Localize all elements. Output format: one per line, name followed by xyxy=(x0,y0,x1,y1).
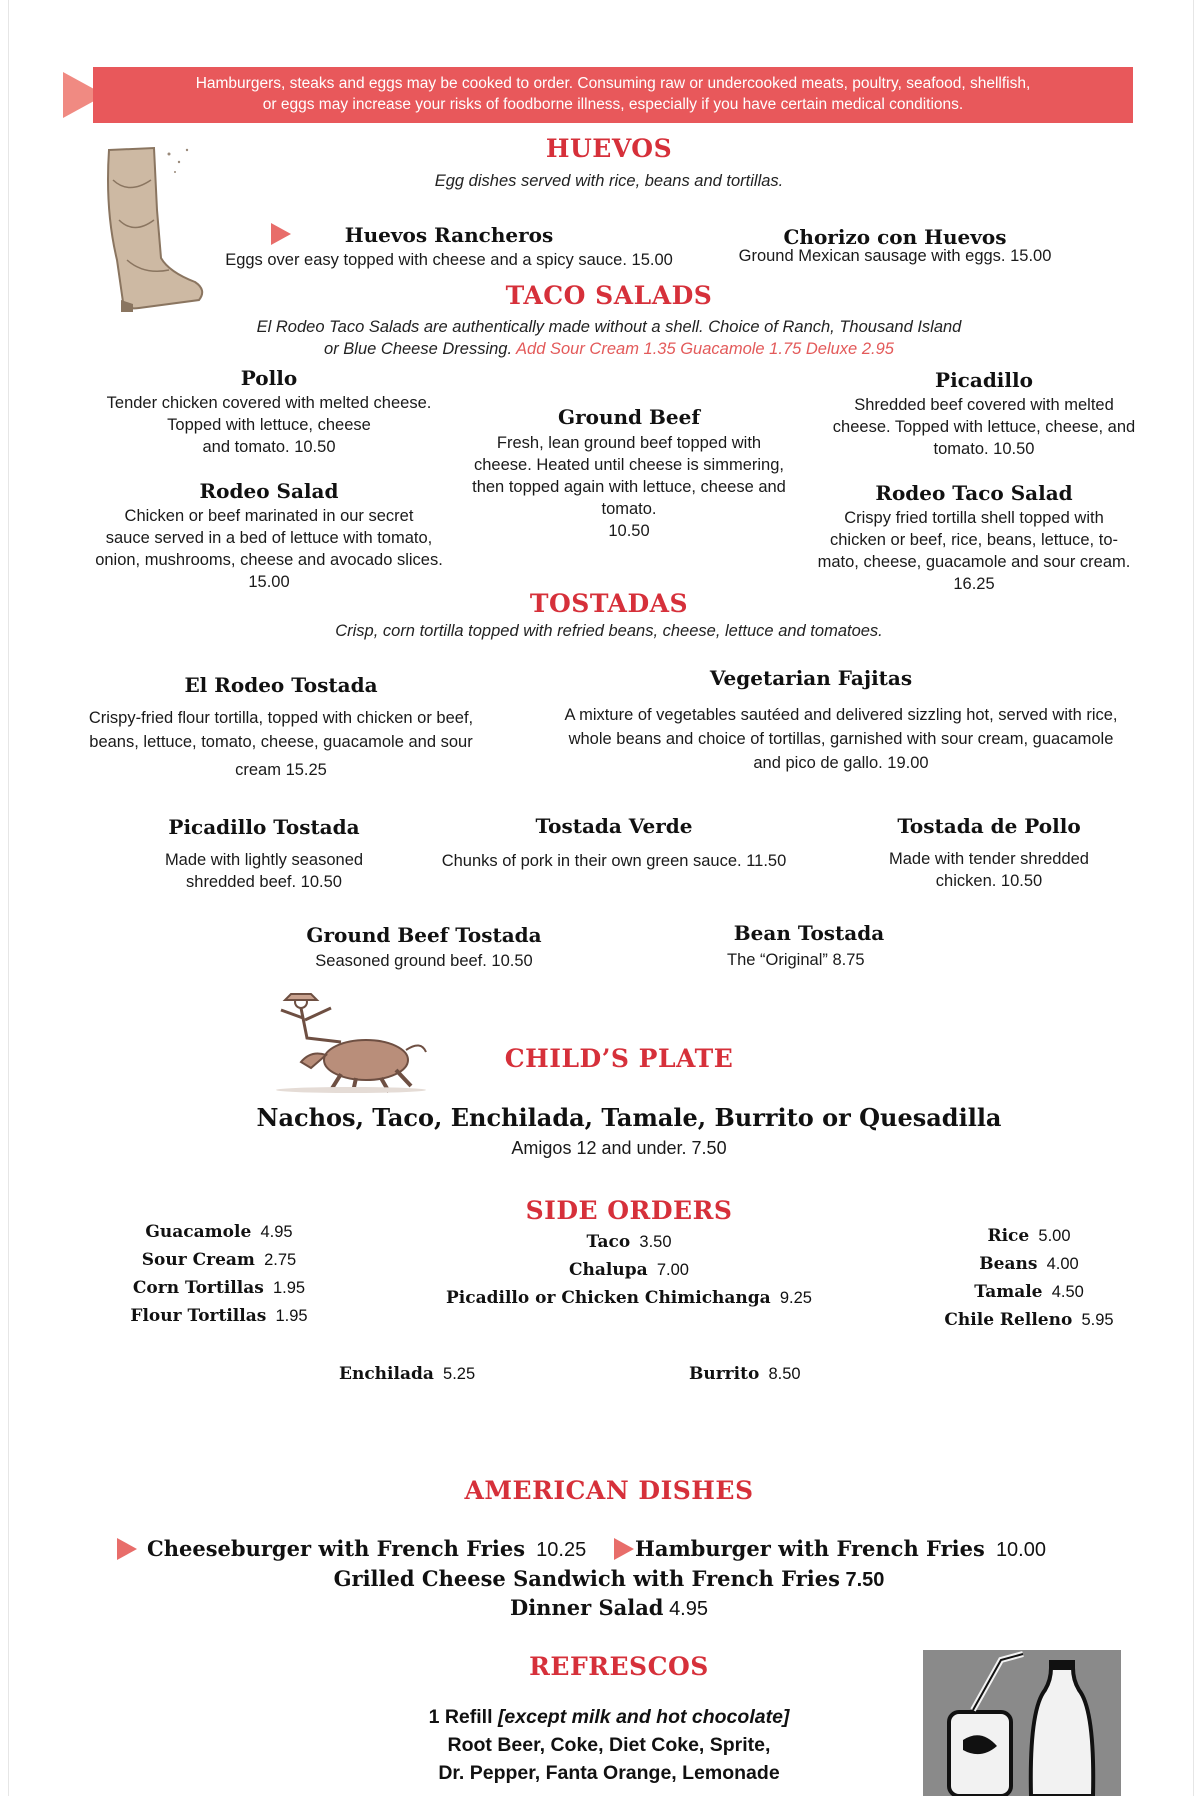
pollo-desc-line: Topped with lettuce, cheese xyxy=(167,416,371,434)
hamburger-item xyxy=(635,1536,1046,1562)
side-item-price: 2.75 xyxy=(264,1251,297,1269)
tostada-verde-desc: Chunks of pork in their own green sauce. 11.50 xyxy=(441,852,787,870)
picadillo-tostada-name: Picadillo Tostada xyxy=(168,815,360,839)
side-orders-right-column xyxy=(909,1222,1149,1334)
side-item-name: Burrito xyxy=(689,1364,760,1384)
rodeo-taco-salad-desc-line: 16.25 xyxy=(953,575,995,593)
rodeo-salad-desc xyxy=(59,505,479,593)
refill-label: 1 Refill xyxy=(428,1706,493,1728)
side-item-price: 4.50 xyxy=(1051,1283,1084,1301)
pollo-desc-line: Tender chicken covered with melted cheese. xyxy=(106,394,432,412)
picadillo-tostada-desc-line: shredded beef. 10.50 xyxy=(186,873,342,891)
picadillo-desc-line: tomato. 10.50 xyxy=(933,440,1035,458)
ground-beef-desc-line: tomato. xyxy=(601,500,657,518)
hamburger-price: 10.00 xyxy=(995,1539,1046,1561)
ground-beef-desc-line: cheese. Heated until cheese is simmering, xyxy=(474,456,784,474)
rodeo-salad-desc-line: 15.00 xyxy=(248,573,290,591)
side-item xyxy=(909,1306,1149,1334)
el-rodeo-tostada-desc-line: cream 15.25 xyxy=(235,761,327,779)
tostadas-subtitle: Crisp, corn tortilla topped with refried beans, cheese, lettuce and tomatoes. xyxy=(335,622,883,640)
picadillo-desc xyxy=(784,394,1184,460)
grilled-cheese-price: 7.50 xyxy=(845,1569,885,1591)
el-rodeo-tostada-desc-line: Crispy-fried flour tortilla, topped with chicken or beef, xyxy=(88,709,474,727)
side-item-price: 5.25 xyxy=(443,1365,476,1383)
side-orders-middle-column xyxy=(409,1228,849,1312)
bean-tostada-desc: The “Original” 8.75 xyxy=(727,951,865,969)
side-item-name: Beans xyxy=(979,1254,1038,1274)
grilled-cheese-item xyxy=(209,1566,1009,1592)
refill-line xyxy=(329,1703,889,1731)
ground-beef-desc-line: then topped again with lettuce, cheese and xyxy=(472,478,786,496)
huevos-rancheros-name: Huevos Rancheros xyxy=(344,223,554,247)
ground-beef-desc-line: Fresh, lean ground beef topped with xyxy=(496,434,762,452)
pollo-desc xyxy=(69,392,469,458)
picadillo-desc-line: cheese. Topped with lettuce, cheese, and xyxy=(832,418,1136,436)
refrescos-title: REFRESCOS xyxy=(529,1652,709,1681)
taco-salads-title: TACO SALADS xyxy=(505,281,713,310)
chorizo-con-huevos-name: Chorizo con Huevos xyxy=(783,225,1007,249)
rodeo-taco-salad-name: Rodeo Taco Salad xyxy=(875,481,1073,505)
ground-beef-tostada-name: Ground Beef Tostada xyxy=(306,923,542,947)
picadillo-desc-line: Shredded beef covered with melted xyxy=(854,396,1114,414)
side-item-name: Chalupa xyxy=(569,1260,648,1280)
side-item-burrito xyxy=(689,1360,801,1388)
menu-page xyxy=(8,0,1194,1796)
el-rodeo-tostada-desc xyxy=(51,706,511,782)
ground-beef-tostada-desc: Seasoned ground beef. 10.50 xyxy=(315,952,533,970)
vegetarian-fajitas-desc-line: whole beans and choice of tortillas, garnished with sour cream, guacamole xyxy=(568,730,1114,748)
cowboy-riding-bull-icon xyxy=(271,990,431,1095)
side-item xyxy=(409,1256,849,1284)
side-item-price: 8.50 xyxy=(768,1365,801,1383)
side-item-name: Guacamole xyxy=(145,1222,252,1242)
side-item-price: 7.00 xyxy=(656,1261,689,1279)
soda-drinks-icon xyxy=(923,1650,1121,1796)
dinner-salad-name: Dinner Salad xyxy=(509,1595,664,1620)
drinks-line: Dr. Pepper, Fanta Orange, Lemonade xyxy=(438,1762,780,1784)
side-item xyxy=(409,1284,849,1312)
vegetarian-fajitas-desc-line: A mixture of vegetables sautéed and delivered sizzling hot, served with rice, xyxy=(564,706,1118,724)
side-item-name: Sour Cream xyxy=(141,1250,255,1270)
tostada-verde-name: Tostada Verde xyxy=(535,814,693,838)
taco-salads-subtitle-1: El Rodeo Taco Salads are authentically made without a shell. Choice of Ranch, Thousand Island xyxy=(256,318,962,336)
ground-beef-name: Ground Beef xyxy=(558,405,700,429)
rodeo-salad-name: Rodeo Salad xyxy=(199,479,339,503)
tostada-de-pollo-desc-line: Made with tender shredded xyxy=(889,850,1089,868)
el-rodeo-tostada-desc-line: beans, lettuce, tomato, cheese, guacamole and sour xyxy=(89,733,473,751)
huevos-rancheros-desc: Eggs over easy topped with cheese and a spicy sauce. 15.00 xyxy=(225,251,673,269)
side-item xyxy=(909,1222,1149,1250)
taco-salads-addons: Add Sour Cream 1.35 Guacamole 1.75 Deluxe 2.95 xyxy=(516,340,894,358)
picadillo-tostada-desc-line: Made with lightly seasoned xyxy=(164,851,364,869)
bean-tostada-name: Bean Tostada xyxy=(733,921,885,945)
picadillo-tostada-desc xyxy=(109,849,419,893)
huevos-subtitle: Egg dishes served with rice, beans and tortillas. xyxy=(434,172,784,190)
side-item-price: 1.95 xyxy=(272,1279,306,1297)
childs-plate-title: CHILD’S PLATE xyxy=(504,1044,734,1073)
ground-beef-desc-line: 10.50 xyxy=(608,522,650,540)
pollo-name: Pollo xyxy=(240,366,298,390)
side-item-price: 5.95 xyxy=(1081,1311,1114,1329)
grilled-cheese-name: Grilled Cheese Sandwich with French Fries xyxy=(333,1566,840,1591)
side-item-name: Chile Relleno xyxy=(944,1310,1073,1330)
side-item-price: 4.00 xyxy=(1046,1255,1079,1273)
childs-plate-note: Amigos 12 and under. 7.50 xyxy=(511,1138,727,1158)
side-orders-left-column xyxy=(99,1218,339,1330)
arrow-triangle-icon xyxy=(117,1538,137,1560)
rodeo-salad-desc-line: sauce served in a bed of lettuce with tomato, xyxy=(105,529,433,547)
huevos-title: HUEVOS xyxy=(545,134,673,163)
side-item-enchilada xyxy=(339,1360,475,1388)
vegetarian-fajitas-name: Vegetarian Fajitas xyxy=(709,666,913,690)
side-item xyxy=(99,1274,339,1302)
side-item-price: 4.95 xyxy=(260,1223,293,1241)
tostada-de-pollo-desc-line: chicken. 10.50 xyxy=(935,872,1043,890)
side-item-price: 3.50 xyxy=(639,1233,672,1251)
side-item xyxy=(99,1302,339,1330)
side-item xyxy=(99,1246,339,1274)
side-item-name: Enchilada xyxy=(339,1364,434,1384)
rodeo-taco-salad-desc xyxy=(774,507,1174,595)
food-safety-notice xyxy=(93,67,1133,123)
chorizo-con-huevos-desc: Ground Mexican sausage with eggs. 15.00 xyxy=(738,247,1052,265)
side-item-price: 1.95 xyxy=(275,1307,308,1325)
rodeo-taco-salad-desc-line: Crispy fried tortilla shell topped with xyxy=(844,509,1104,527)
picadillo-name: Picadillo xyxy=(935,368,1033,392)
side-item xyxy=(99,1218,339,1246)
tostada-de-pollo-desc xyxy=(819,848,1159,892)
side-item-price: 5.00 xyxy=(1038,1227,1071,1245)
side-item xyxy=(909,1250,1149,1278)
vegetarian-fajitas-desc-line: and pico de gallo. 19.00 xyxy=(753,754,929,772)
side-item-name: Rice xyxy=(987,1226,1030,1246)
childs-plate-items: Nachos, Taco, Enchilada, Tamale, Burrito or Quesadilla xyxy=(256,1103,1002,1132)
american-dishes-title: AMERICAN DISHES xyxy=(464,1476,754,1505)
side-item-name: Flour Tortillas xyxy=(130,1306,267,1326)
taco-salads-dressing-note: or Blue Cheese Dressing. xyxy=(324,340,513,358)
refill-note: [except milk and hot chocolate] xyxy=(497,1706,790,1728)
cheeseburger-item xyxy=(147,1536,586,1562)
dinner-salad-price: 4.95 xyxy=(669,1598,708,1620)
rodeo-salad-desc-line: onion, mushrooms, cheese and avocado slices. xyxy=(95,551,443,569)
dinner-salad-item xyxy=(409,1595,809,1621)
side-item-name: Corn Tortillas xyxy=(132,1278,264,1298)
pollo-desc-line: and tomato. 10.50 xyxy=(202,438,336,456)
cheeseburger-price: 10.25 xyxy=(536,1539,587,1561)
cowboy-boot-icon xyxy=(99,140,209,315)
side-item-price: 9.25 xyxy=(779,1289,812,1307)
side-item xyxy=(409,1228,849,1256)
arrow-triangle-icon xyxy=(614,1538,634,1560)
drinks-line: Root Beer, Coke, Diet Coke, Sprite, xyxy=(447,1734,771,1756)
tostada-de-pollo-name: Tostada de Pollo xyxy=(897,814,1081,838)
tostadas-title: TOSTADAS xyxy=(529,589,689,618)
side-item-name: Tamale xyxy=(974,1282,1043,1302)
side-orders-title: SIDE ORDERS xyxy=(525,1196,733,1225)
el-rodeo-tostada-name: El Rodeo Tostada xyxy=(184,673,378,697)
notice-line-2: or eggs may increase your risks of foodborne illness, especially if you have certain medical conditions. xyxy=(262,96,964,113)
taco-salads-subtitle-2 xyxy=(159,338,1059,360)
refrescos-list xyxy=(329,1703,889,1787)
vegetarian-fajitas-desc xyxy=(536,703,1146,775)
rodeo-salad-desc-line: Chicken or beef marinated in our secret xyxy=(124,507,414,525)
side-item-name: Taco xyxy=(586,1232,631,1252)
cheeseburger-name: Cheeseburger with French Fries xyxy=(147,1536,526,1561)
hamburger-name: Hamburger with French Fries xyxy=(635,1536,985,1561)
side-item xyxy=(909,1278,1149,1306)
rodeo-taco-salad-desc-line: mato, cheese, guacamole and sour cream. xyxy=(817,553,1131,571)
side-item-name: Picadillo or Chicken Chimichanga xyxy=(446,1288,771,1308)
rodeo-taco-salad-desc-line: chicken or beef, rice, beans, lettuce, to- xyxy=(830,531,1118,549)
ground-beef-desc xyxy=(429,432,829,542)
notice-line-1: Hamburgers, steaks and eggs may be cooked to order. Consuming raw or undercooked meats, poultry, seafood, shellfish, xyxy=(195,75,1031,92)
